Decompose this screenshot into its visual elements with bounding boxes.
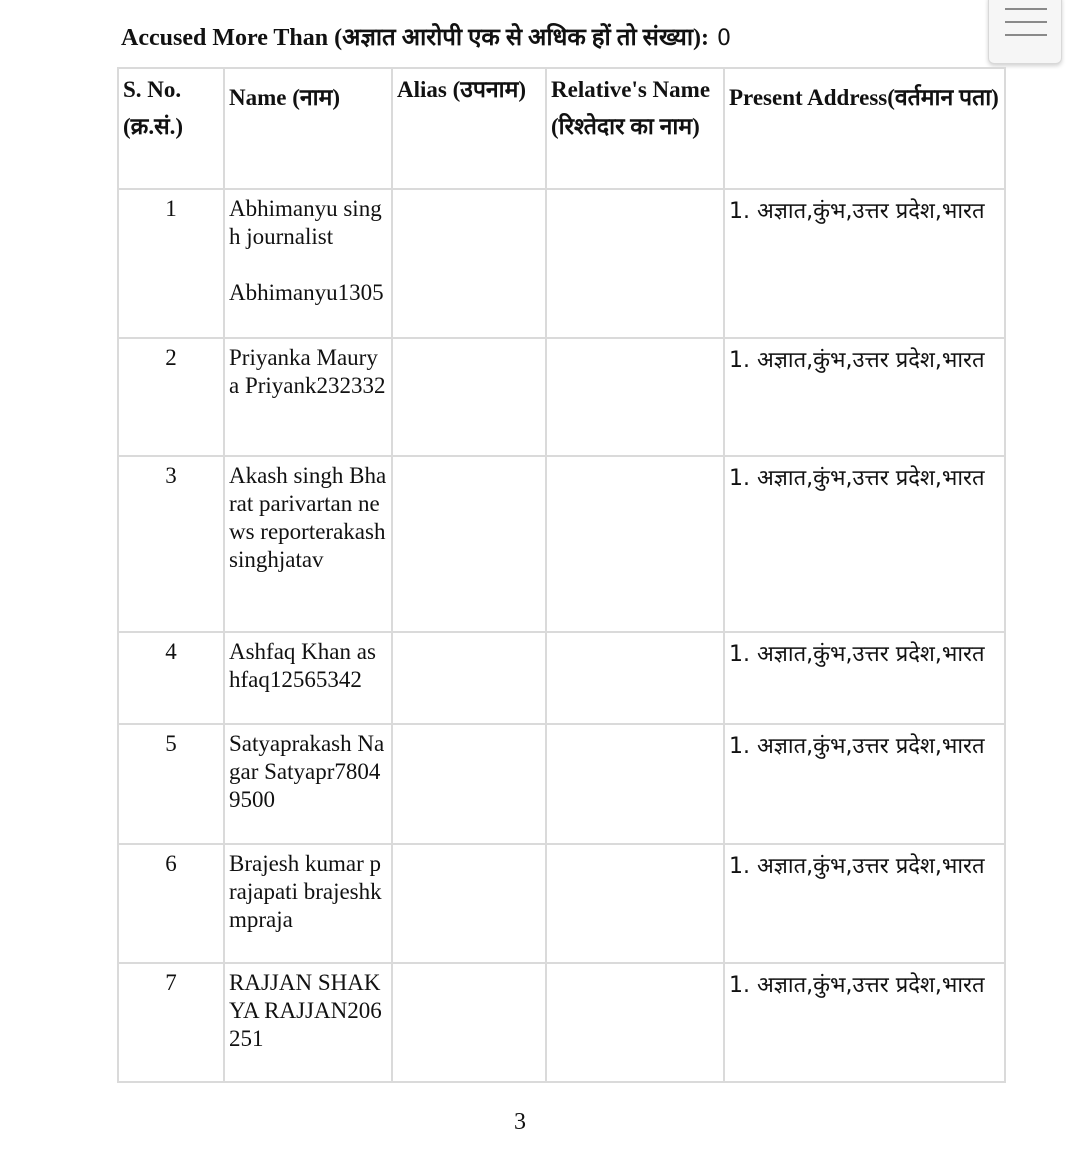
cell-name-line: Brajesh kumar prajapati brajeshkmpraja [229,851,382,932]
accused-table [117,67,1006,1083]
cell-name [224,338,392,456]
cell-name-line: Abhimanyu1305 [229,280,384,305]
table-row [118,844,1005,963]
table-row [118,632,1005,724]
cell-sno: 4 [118,632,224,724]
cell-sno: 7 [118,963,224,1082]
cell-name-line: Priyanka Maurya Priyank232332 [229,345,386,398]
table-header-row [118,68,1005,189]
cell-alias [392,189,546,338]
header-name: Name (नाम) [224,68,392,189]
cell-name [224,456,392,632]
cell-relative-name [546,456,724,632]
accused-count-heading [121,20,731,53]
cell-relative-name [546,963,724,1082]
cell-name-line: Satyaprakash Nagar Satyapr78049500 [229,731,385,812]
table-row [118,724,1005,844]
accused-count-label: Accused More Than (अज्ञात आरोपी एक से अधिक हों तो संख्या): [121,25,710,51]
cell-relative-name [546,632,724,724]
hamburger-menu-icon [1005,8,1047,10]
cell-sno: 5 [118,724,224,844]
cell-relative-name [546,844,724,963]
cell-present-address: 1. अज्ञात,कुंभ,उत्तर प्रदेश,भारत [724,338,1005,456]
cell-sno: 6 [118,844,224,963]
table-row [118,189,1005,338]
cell-relative-name [546,189,724,338]
cell-name [224,189,392,338]
hamburger-menu-icon-bar [1005,21,1047,23]
cell-alias [392,338,546,456]
cell-name-gap [229,251,387,279]
cell-name [224,724,392,844]
cell-relative-name [546,338,724,456]
cell-name [224,844,392,963]
header-relative-name: Relative's Name (रिश्तेदार का नाम) [546,68,724,189]
cell-alias [392,632,546,724]
cell-present-address: 1. अज्ञात,कुंभ,उत्तर प्रदेश,भारत [724,844,1005,963]
cell-alias [392,724,546,844]
table-row [118,963,1005,1082]
cell-sno: 1 [118,189,224,338]
cell-alias [392,963,546,1082]
hamburger-menu-icon-bar [1005,34,1047,36]
page-number: 3 [514,1109,526,1135]
cell-sno: 3 [118,456,224,632]
cell-name [224,632,392,724]
header-sno: S. No. (क्र.सं.) [118,68,224,189]
table-row [118,338,1005,456]
cell-relative-name [546,724,724,844]
cell-present-address: 1. अज्ञात,कुंभ,उत्तर प्रदेश,भारत [724,632,1005,724]
cell-present-address: 1. अज्ञात,कुंभ,उत्तर प्रदेश,भारत [724,189,1005,338]
cell-present-address: 1. अज्ञात,कुंभ,उत्तर प्रदेश,भारत [724,456,1005,632]
header-alias: Alias (उपनाम) [392,68,546,189]
cell-name-line: Akash singh Bharat parivartan news reporterakashsinghjatav [229,463,387,572]
cell-name-line: Ashfaq Khan ashfaq12565342 [229,639,376,692]
menu-button[interactable] [988,0,1062,64]
cell-sno: 2 [118,338,224,456]
cell-name-line: Abhimanyu singh journalist [229,196,382,249]
cell-alias [392,844,546,963]
cell-present-address: 1. अज्ञात,कुंभ,उत्तर प्रदेश,भारत [724,724,1005,844]
cell-alias [392,456,546,632]
cell-name [224,963,392,1082]
cell-name-line: RAJJAN SHAKYA RAJJAN206251 [229,970,382,1051]
accused-count-value: 0 [717,26,732,51]
table-row [118,456,1005,632]
header-present-address: Present Address(वर्तमान पता) [724,68,1005,189]
cell-present-address: 1. अज्ञात,कुंभ,उत्तर प्रदेश,भारत [724,963,1005,1082]
